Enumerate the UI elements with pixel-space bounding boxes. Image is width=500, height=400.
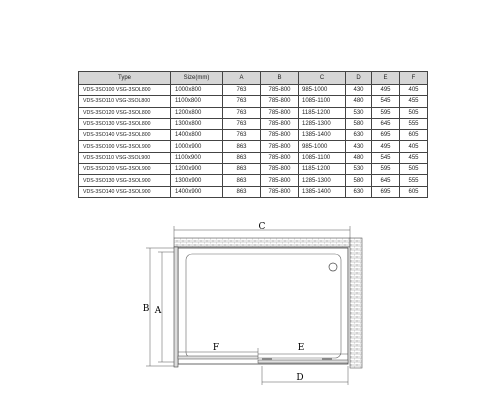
cell-d: 630	[346, 186, 372, 197]
cell-b: 785-800	[261, 130, 299, 141]
cell-d: 430	[346, 141, 372, 152]
header-d: D	[346, 72, 372, 85]
cell-type: VDS-3SO140 VSG-3SOL900	[79, 186, 171, 197]
cell-f: 455	[400, 96, 428, 107]
drain-icon	[329, 263, 337, 271]
cell-f: 605	[400, 130, 428, 141]
cell-size: 1100x900	[171, 152, 223, 163]
cell-a: 763	[223, 85, 261, 96]
cell-e: 695	[372, 186, 400, 197]
cell-b: 785-800	[261, 141, 299, 152]
dimension-a-label: A	[154, 306, 162, 316]
cell-f: 555	[400, 175, 428, 186]
cell-size: 1000x900	[171, 141, 223, 152]
cell-size: 1400x900	[171, 186, 223, 197]
cell-f: 605	[400, 186, 428, 197]
cell-type: VDS-3SO100 VSG-3SOL800	[79, 85, 171, 96]
left-side-panel	[174, 247, 178, 367]
cell-c: 1385-1400	[299, 186, 346, 197]
cell-type: VDS-3SO120 VSG-3SOL800	[79, 107, 171, 118]
cell-e: 695	[372, 130, 400, 141]
cell-b: 785-800	[261, 164, 299, 175]
cell-f: 405	[400, 141, 428, 152]
cell-f: 505	[400, 107, 428, 118]
cell-type: VDS-3SO120 VSG-3SOL900	[79, 164, 171, 175]
dimension-c-label: C	[258, 222, 266, 232]
cell-d: 580	[346, 118, 372, 129]
cell-size: 1200x900	[171, 164, 223, 175]
cell-c: 1085-1100	[299, 152, 346, 163]
cell-a: 763	[223, 130, 261, 141]
cell-c: 985-1000	[299, 85, 346, 96]
dimension-f-label: F	[212, 343, 220, 353]
cell-d: 480	[346, 96, 372, 107]
cell-type: VDS-3SO130 VSG-3SOL900	[79, 175, 171, 186]
top-wall	[174, 238, 350, 247]
cell-a: 863	[223, 186, 261, 197]
cell-c: 1385-1400	[299, 130, 346, 141]
front-sliding-door	[258, 360, 348, 363]
dimension-d-label: D	[296, 373, 304, 383]
cell-e: 495	[372, 85, 400, 96]
cell-e: 645	[372, 118, 400, 129]
cell-b: 785-800	[261, 96, 299, 107]
cell-f: 405	[400, 85, 428, 96]
door-handle	[322, 358, 332, 360]
door-handle	[262, 358, 272, 360]
cell-a: 863	[223, 152, 261, 163]
cell-size: 1200x800	[171, 107, 223, 118]
dimension-b-label: B	[142, 304, 150, 314]
front-fixed-panel	[178, 356, 258, 359]
cell-e: 545	[372, 152, 400, 163]
cell-a: 763	[223, 96, 261, 107]
cell-b: 785-800	[261, 107, 299, 118]
cell-size: 1300x800	[171, 118, 223, 129]
cell-e: 645	[372, 175, 400, 186]
dimension-e-label: E	[297, 343, 305, 353]
cell-type: VDS-3SO130 VSG-3SOL800	[79, 118, 171, 129]
cell-a: 763	[223, 118, 261, 129]
cell-b: 785-800	[261, 118, 299, 129]
cell-e: 595	[372, 107, 400, 118]
cell-a: 863	[223, 175, 261, 186]
cell-b: 785-800	[261, 186, 299, 197]
cell-a: 863	[223, 141, 261, 152]
cell-b: 785-800	[261, 85, 299, 96]
cell-c: 1285-1300	[299, 175, 346, 186]
cell-size: 1000x800	[171, 85, 223, 96]
cell-d: 530	[346, 164, 372, 175]
cell-size: 1400x800	[171, 130, 223, 141]
cell-d: 430	[346, 85, 372, 96]
header-c: C	[299, 72, 346, 85]
cell-d: 630	[346, 130, 372, 141]
cell-f: 455	[400, 152, 428, 163]
cell-f: 555	[400, 118, 428, 129]
cell-e: 545	[372, 96, 400, 107]
cell-a: 863	[223, 164, 261, 175]
header-f: F	[400, 72, 428, 85]
right-wall	[350, 238, 362, 368]
cell-f: 505	[400, 164, 428, 175]
header-e: E	[372, 72, 400, 85]
header-a: A	[223, 72, 261, 85]
cell-e: 495	[372, 141, 400, 152]
cell-type: VDS-3SO100 VSG-3SOL900	[79, 141, 171, 152]
cell-c: 1285-1300	[299, 118, 346, 129]
cell-c: 1185-1200	[299, 164, 346, 175]
cell-d: 530	[346, 107, 372, 118]
cell-type: VDS-3SO110 VSG-3SOL800	[79, 96, 171, 107]
cell-c: 985-1000	[299, 141, 346, 152]
cell-type: VDS-3SO110 VSG-3SOL900	[79, 152, 171, 163]
cell-size: 1100x800	[171, 96, 223, 107]
tray-inner	[186, 254, 341, 358]
shower-tray	[178, 248, 348, 364]
cell-b: 785-800	[261, 152, 299, 163]
cell-c: 1085-1100	[299, 96, 346, 107]
header-type: Type	[79, 72, 171, 85]
cell-d: 480	[346, 152, 372, 163]
cell-b: 785-800	[261, 175, 299, 186]
cell-d: 580	[346, 175, 372, 186]
cell-size: 1300x900	[171, 175, 223, 186]
header-size: Size(mm)	[171, 72, 223, 85]
cell-type: VDS-3SO140 VSG-3SOL800	[79, 130, 171, 141]
cell-c: 1185-1200	[299, 107, 346, 118]
cell-a: 763	[223, 107, 261, 118]
header-b: B	[261, 72, 299, 85]
cell-e: 595	[372, 164, 400, 175]
